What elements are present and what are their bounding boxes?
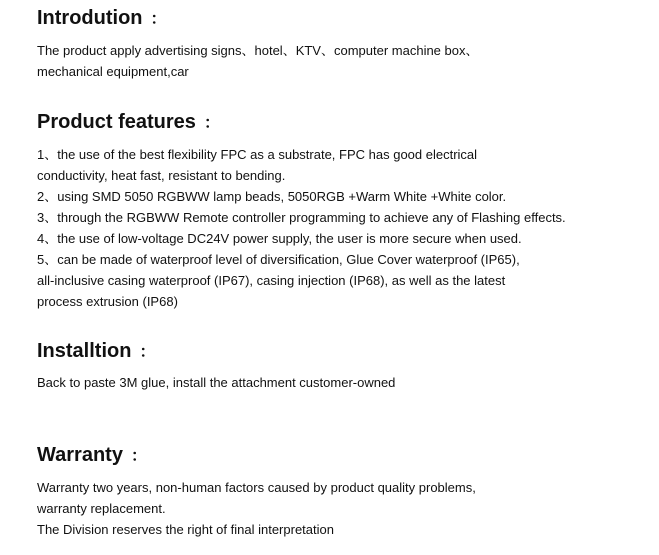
product-features-section <box>37 110 566 312</box>
warranty-line: Warranty two years, non-human factors caused by product quality problems, <box>37 480 476 495</box>
warranty-section <box>37 443 476 540</box>
introduction-heading <box>37 6 479 32</box>
installation-line: Back to paste 3M glue, install the attachment customer-owned <box>37 375 396 390</box>
introduction-line: mechanical equipment,car <box>37 64 189 79</box>
warranty-text <box>37 477 476 540</box>
feature-line: 3、through the RGBWW Remote controller programming to achieve any of Flashing effects. <box>37 210 566 225</box>
warranty-heading <box>37 443 476 469</box>
installation-text <box>37 372 395 393</box>
installation-heading-text: Installtion <box>37 340 132 362</box>
introduction-heading-colon: ： <box>150 11 167 28</box>
introduction-text <box>37 40 479 82</box>
feature-line: 5、can be made of waterproof level of diversification, Glue Cover waterproof (IP65), <box>37 252 520 267</box>
feature-line: 2、using SMD 5050 RGBWW lamp beads, 5050RGB +Warm White +White color. <box>37 189 507 204</box>
warranty-line: warranty replacement. <box>37 501 166 516</box>
warranty-line: The Division reserves the right of final interpretation <box>37 522 334 537</box>
product-features-heading-colon: ： <box>203 115 220 132</box>
installation-heading <box>37 339 395 365</box>
product-features-heading <box>37 110 566 136</box>
feature-line: all-inclusive casing waterproof (IP67), casing injection (IP68), as well as the latest <box>37 273 506 288</box>
introduction-heading-text: Introdution <box>37 7 143 29</box>
introduction-line: The product apply advertising signs、hotel、KTV、computer machine box、 <box>37 43 479 58</box>
installation-section <box>37 339 395 393</box>
feature-line: 4、the use of low-voltage DC24V power supply, the user is more secure when used. <box>37 231 522 246</box>
installation-heading-colon: ： <box>139 344 156 361</box>
warranty-heading-text: Warranty <box>37 444 123 466</box>
warranty-heading-colon: ： <box>130 448 147 465</box>
feature-line: 1、the use of the best flexibility FPC as a substrate, FPC has good electrical <box>37 147 478 162</box>
feature-line: process extrusion (IP68) <box>37 294 178 309</box>
introduction-section <box>37 6 479 82</box>
product-features-text <box>37 144 566 312</box>
feature-line: conductivity, heat fast, resistant to bending. <box>37 168 286 183</box>
product-features-heading-text: Product features <box>37 111 196 133</box>
